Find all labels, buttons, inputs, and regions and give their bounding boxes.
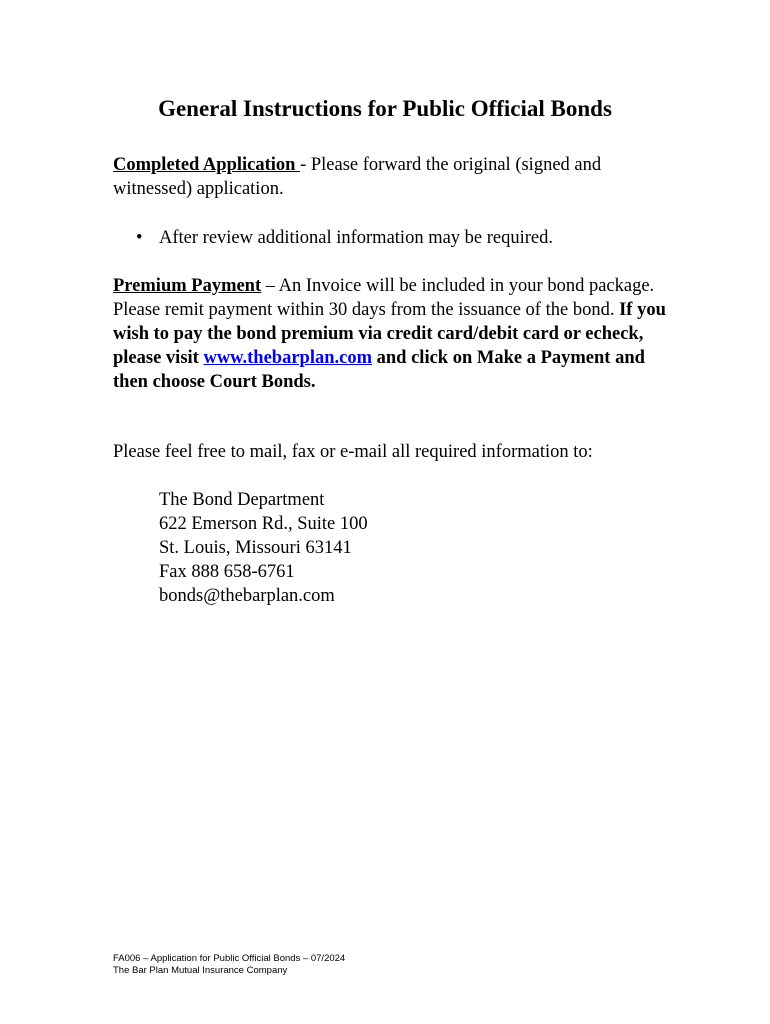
completed-application-heading: Completed Application	[113, 155, 301, 175]
address-city: St. Louis, Missouri 63141	[159, 538, 352, 558]
address-street: 622 Emerson Rd., Suite 100	[159, 514, 368, 534]
footer-company: The Bar Plan Mutual Insurance Company	[113, 965, 288, 976]
page-footer	[113, 953, 345, 977]
premium-payment-text: – An Invoice will be included in your bond package. Please remit payment within 30 days from the issuance of the bond.	[113, 276, 655, 320]
payment-instructions-end: and click on Make a Payment and then choose Court Bonds.	[113, 348, 645, 392]
premium-payment-heading: Premium Payment	[113, 276, 262, 296]
list-item	[136, 226, 676, 250]
barplan-website-link[interactable]: www.thebarplan.com	[203, 348, 373, 368]
payment-instructions: If you wish to pay the bond premium via credit card/debit card or echeck, please visit	[113, 300, 666, 368]
mailing-address	[159, 488, 368, 608]
bullet-icon: •	[136, 228, 143, 248]
page-title: General Instructions for Public Official Bonds	[158, 96, 612, 121]
contact-intro: Please feel free to mail, fax or e-mail all required information to:	[113, 442, 593, 462]
premium-payment-paragraph	[113, 274, 673, 394]
bullet-text: After review additional information may be required.	[159, 228, 554, 248]
completed-application-text: - Please forward the original (signed and witnessed) application.	[113, 155, 602, 199]
address-email: bonds@thebarplan.com	[159, 586, 335, 606]
completed-application-paragraph	[113, 153, 673, 201]
footer-form-line: FA006 – Application for Public Official Bonds – 07/2024	[113, 953, 346, 964]
address-fax: Fax 888 658-6761	[159, 562, 295, 582]
address-department: The Bond Department	[159, 490, 325, 510]
